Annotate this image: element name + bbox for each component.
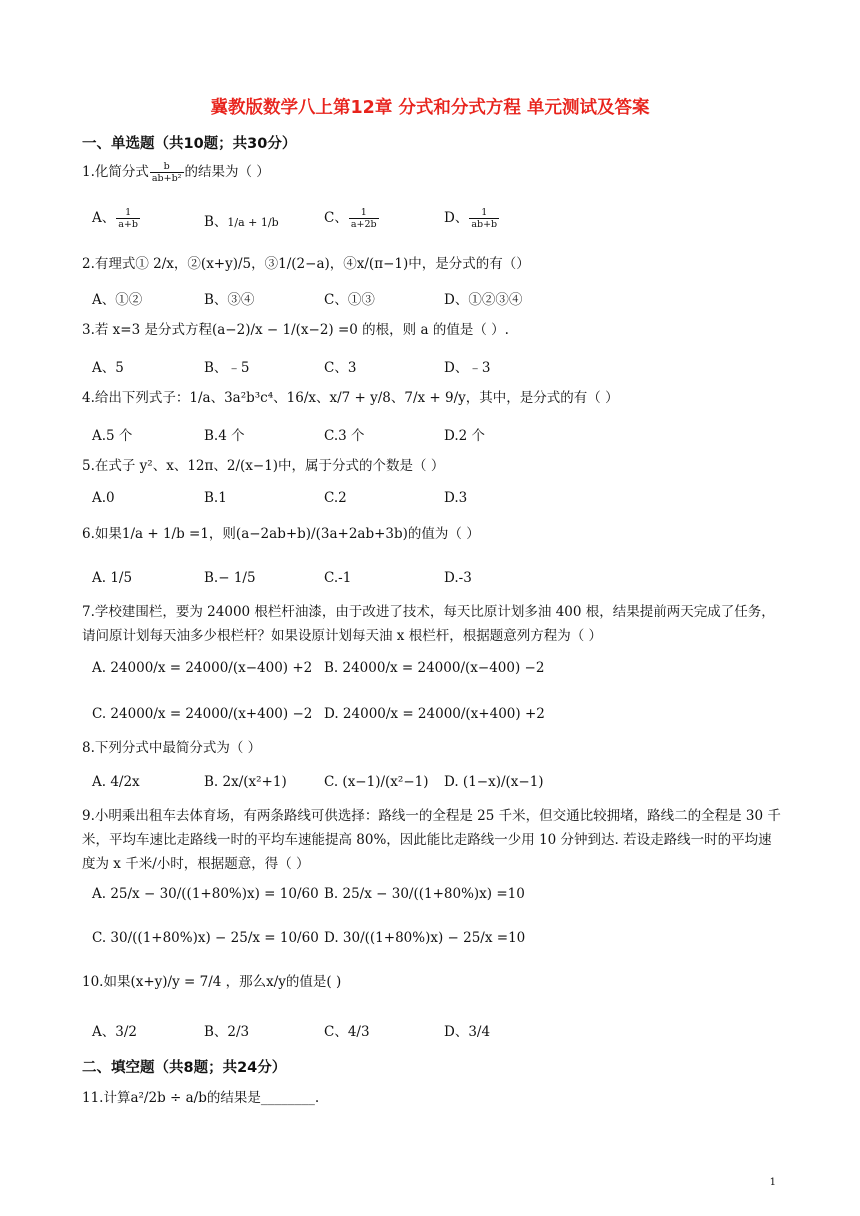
question-10-option-b[interactable]: B、2/3 <box>204 1024 250 1040</box>
question-1-option-c[interactable]: C、 $\frac{1}{a+2b}$ <box>324 207 377 230</box>
question-3-option-a[interactable]: A、5 <box>92 360 124 376</box>
question-1 <box>82 160 782 185</box>
question-5: 5.在式子 y²、x、12π、2/(x−1)中，属于分式的个数是（ ） <box>82 458 445 474</box>
question-6-option-c[interactable]: C.-1 <box>324 570 352 586</box>
question-7-option-b[interactable]: B. 24000/x = 24000/(x−400) −2 <box>324 660 545 676</box>
question-7-option-c[interactable]: C. 24000/x = 24000/(x+400) −2 <box>92 706 313 722</box>
question-2-option-d[interactable]: D、①②③④ <box>444 292 523 308</box>
document-title: 冀教版数学八上第12章 分式和分式方程 单元测试及答案 <box>210 98 650 118</box>
question-8: 8.下列分式中最简分式为（ ） <box>82 740 262 756</box>
question-9-option-c[interactable]: C. 30/((1+80%)x) − 25/x = 10/60 <box>92 930 319 946</box>
question-1-option-d[interactable]: D、 $\frac{1}{ab+b}$ <box>444 207 498 230</box>
page-number: 1 <box>769 1177 776 1188</box>
question-3-option-d[interactable]: D、﹣3 <box>444 360 491 376</box>
question-4-option-a[interactable]: A.5 个 <box>92 428 133 444</box>
question-8-option-d[interactable]: D. (1−x)/(x−1) <box>444 774 544 790</box>
question-6-option-d[interactable]: D.-3 <box>444 570 472 586</box>
question-3: 3.若 x=3 是分式方程(a−2)/x − 1/(x−2) =0 的根，则 a 的值是（ ）. <box>82 322 509 338</box>
question-4: 4.给出下列式子：1/a、3a²b³c⁴、16/x、x/7 + y/8、7/x + 9/y，其中，是分式的有（ ） <box>82 390 619 406</box>
question-6: 6.如果1/a + 1/b =1，则(a−2ab+b)/(3a+2ab+3b)的值为（ ） <box>82 526 480 542</box>
question-7: 7.学校建围栏，要为 24000 根栏杆油漆，由于改进了技术，每天比原计划多油 400 根，结果提前两天完成了任务，请问原计划每天油多少根栏杆？如果设原计划每天油 x 根栏杆，根据题意列方程为（ ） <box>82 604 775 644</box>
question-10: 10.如果(x+y)/y = 7/4 ，那么x/y的值是( ) <box>82 974 342 990</box>
question-1-option-b[interactable]: B、1/a + 1/b <box>204 214 279 230</box>
section-heading-fill-in: 二、填空题（共8题；共24分） <box>82 1060 287 1076</box>
question-9: 9.小明乘出租车去体育场，有两条路线可供选择：路线一的全程是 25 千米，但交通比较拥堵，路线二的全程是 30 千米，平均车速比走路线一时的平均车速能提高 80%，因此能比走路线一少用 10 分钟到达. 若设走路线一时的平均速度为 x 千米/小时，根据题意，得（ ） <box>82 808 781 872</box>
question-5-option-b[interactable]: B.1 <box>204 490 227 506</box>
question-10-option-a[interactable]: A、3/2 <box>92 1024 137 1040</box>
question-1-prefix: 1.化简分式 <box>82 164 149 180</box>
question-7-option-a[interactable]: A. 24000/x = 24000/(x−400) +2 <box>92 660 313 676</box>
question-8-option-a[interactable]: A. 4/2x <box>92 774 140 790</box>
question-1-suffix: 的结果为（ ） <box>184 164 270 180</box>
question-2-option-a[interactable]: A、①② <box>92 292 143 308</box>
question-4-option-d[interactable]: D.2 个 <box>444 428 486 444</box>
question-7-option-d[interactable]: D. 24000/x = 24000/(x+400) +2 <box>324 706 545 722</box>
question-10-option-d[interactable]: D、3/4 <box>444 1024 491 1040</box>
question-3-option-b[interactable]: B、﹣5 <box>204 360 250 376</box>
question-11: 11.计算a²/2b ÷ a/b的结果是________. <box>82 1090 320 1106</box>
question-9-option-a[interactable]: A. 25/x − 30/((1+80%)x) = 10/60 <box>92 886 319 902</box>
question-2-option-c[interactable]: C、①③ <box>324 292 375 308</box>
question-10-option-c[interactable]: C、4/3 <box>324 1024 370 1040</box>
question-5-option-a[interactable]: A.0 <box>92 490 115 506</box>
question-8-option-c[interactable]: C. (x−1)/(x²−1) <box>324 774 429 790</box>
question-6-option-a[interactable]: A. 1/5 <box>92 570 133 586</box>
question-5-option-d[interactable]: D.3 <box>444 490 468 506</box>
question-6-option-b[interactable]: B.− 1/5 <box>204 570 256 586</box>
question-4-option-c[interactable]: C.3 个 <box>324 428 365 444</box>
question-4-option-b[interactable]: B.4 个 <box>204 428 245 444</box>
question-9-option-b[interactable]: B. 25/x − 30/((1+80%)x) =10 <box>324 886 525 902</box>
question-5-option-c[interactable]: C.2 <box>324 490 347 506</box>
question-1-fraction: $\frac{b}{\text{ab+b²}}$ <box>151 161 182 184</box>
question-8-option-b[interactable]: B. 2x/(x²+1) <box>204 774 287 790</box>
question-2-option-b[interactable]: B、③④ <box>204 292 255 308</box>
question-1-option-a[interactable]: A、 $\frac{1}{a+b}$ <box>92 207 138 230</box>
section-heading-single-choice: 一、单选题（共10题；共30分） <box>82 136 297 152</box>
question-2: 2.有理式① 2/x，②(x+y)/5，③1/(2−a)，④x/(π−1)中，是分式的有（） <box>82 256 530 272</box>
question-9-option-d[interactable]: D. 30/((1+80%)x) − 25/x =10 <box>324 930 526 946</box>
question-3-option-c[interactable]: C、3 <box>324 360 357 376</box>
